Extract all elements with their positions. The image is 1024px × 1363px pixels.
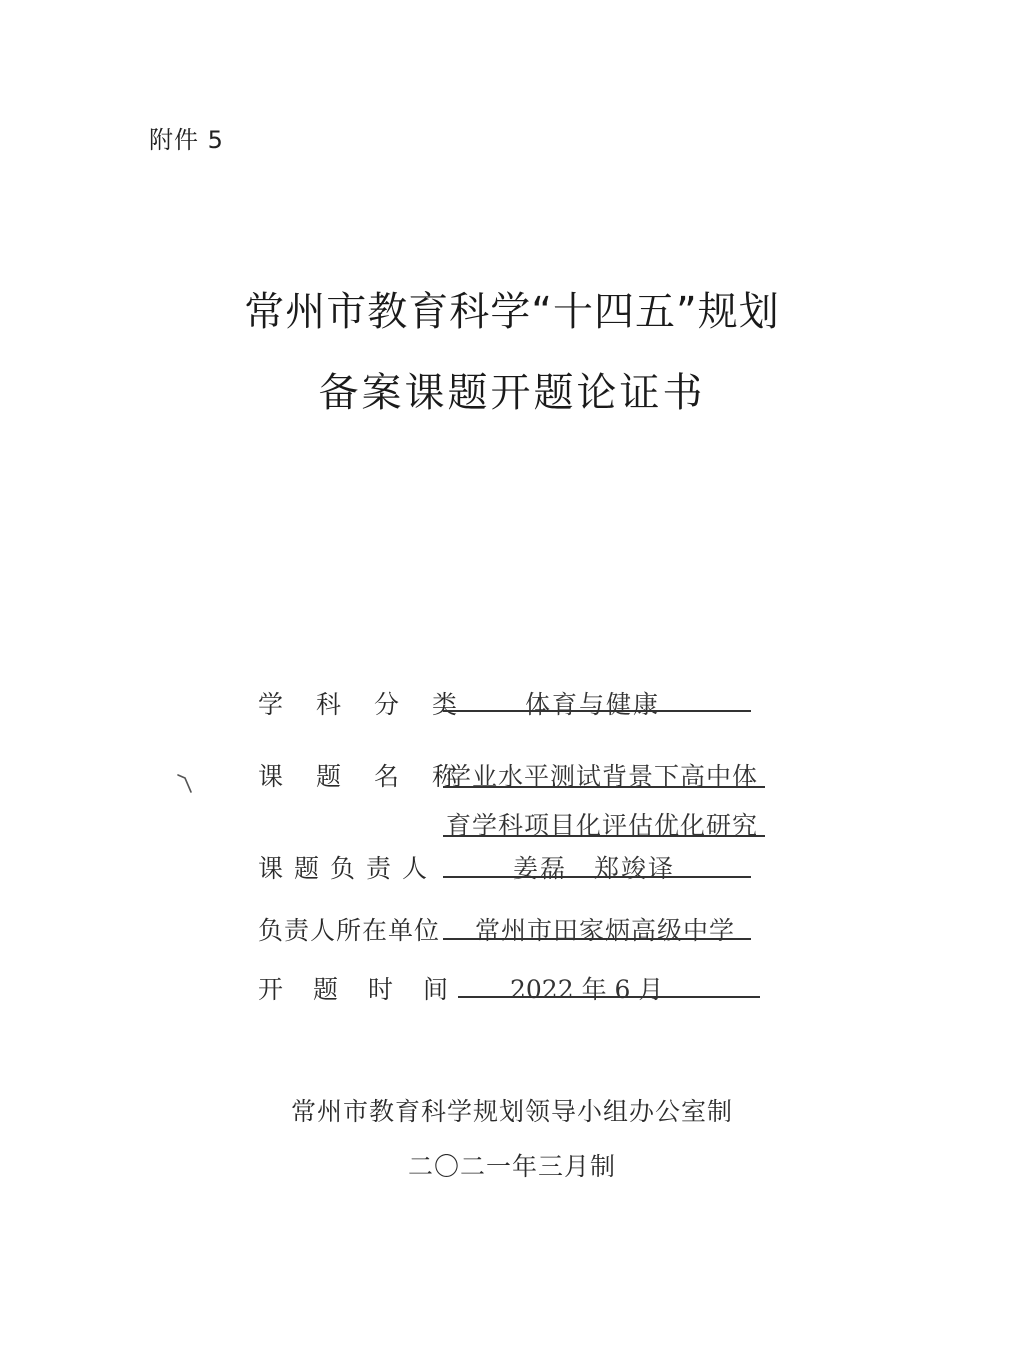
topic-value-line2: 育学科项目化评估优化研究 (446, 811, 759, 840)
issue-date-text: 二〇二一年三月制 (407, 1152, 616, 1181)
scan-mark (175, 772, 197, 796)
unit-value: 常州市田家炳高级中学 (475, 916, 736, 945)
document-title: 常州市教育科学“十四五”规划 (244, 289, 780, 335)
issuer-text: 常州市教育科学规划领导小组办公室制 (290, 1097, 733, 1126)
subject-value: 体育与健康 (525, 690, 661, 719)
leader-label: 课题负责人 (258, 854, 439, 883)
topic-label: 课题名称 (258, 762, 491, 791)
leader-value: 姜磊 郑竣译 (513, 854, 676, 883)
topic-value-line1: 学业水平测试背景下高中体 (446, 762, 759, 791)
subject-label: 学科分类 (258, 690, 491, 719)
document-subtitle: 备案课题开题论证书 (318, 370, 706, 416)
unit-label: 负责人所在单位 (258, 916, 441, 945)
date-label: 开题时间 (258, 975, 479, 1004)
date-value: 2022 年 6 月 (510, 975, 664, 1004)
attachment-label: 附件 5 (149, 126, 224, 154)
